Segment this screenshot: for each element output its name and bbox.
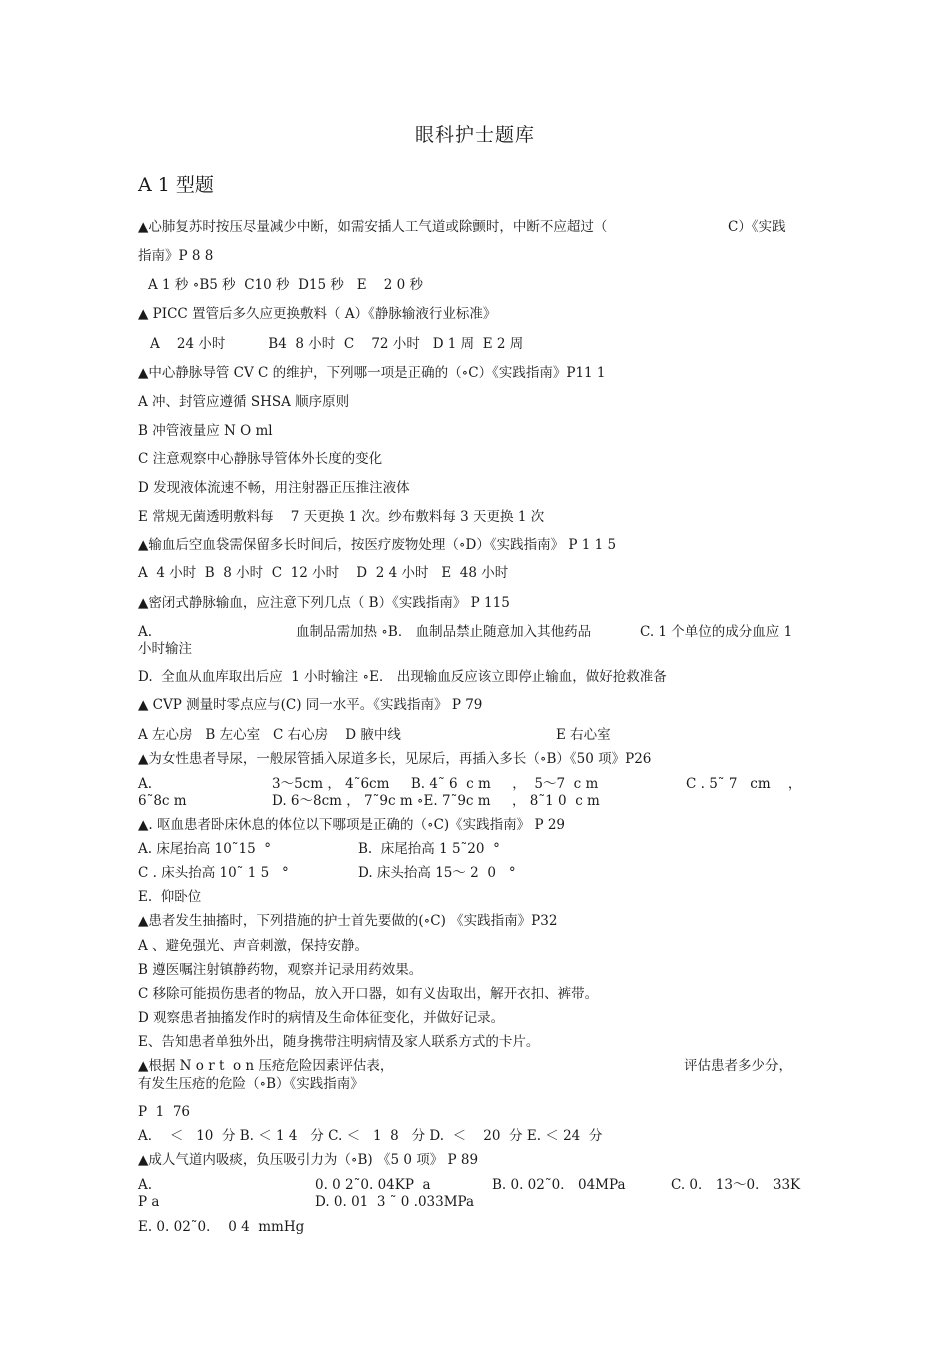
question-stem: ▲根据 N o r t o n 压疮危险因素评估表， — [138, 1058, 394, 1074]
option-c-cont: P a — [138, 1194, 160, 1210]
option-e: E 右心室 — [556, 727, 611, 743]
question-options: A 24 小时 B4 8 小时 C 72 小时 D 1 周 E 2 周 — [150, 336, 524, 352]
question-stem-cont: 有发生压疮的危险（∘B）《实践指南》 — [138, 1076, 364, 1092]
option-ab: 血制品需加热 ∘B． 血制品禁止随意加入其他药品 — [296, 624, 592, 640]
option-a: A. — [138, 776, 153, 792]
option-d: D 发现液体流速不畅，用注射器正压推注液体 — [138, 480, 410, 496]
option-e: E. 0. 02˜0． 0 4 mmHg — [138, 1219, 305, 1235]
option-c: C. 0． 13～0． 33K — [671, 1177, 801, 1193]
option-c-cont: 小时输注 — [138, 641, 192, 657]
question-stem: ▲患者发生抽搐时，下列措施的护士首先要做的(∘C) 《实践指南》P32 — [138, 913, 558, 929]
option-c: C . 床头抬高 10˜ 1 5 ° — [138, 865, 289, 881]
option-a: A. — [138, 1177, 153, 1193]
option-a: A. 床尾抬高 10˜15 ° — [138, 841, 272, 857]
option-ab: 3～5cm ， 4˜6cm B. 4˜ 6 c m ， 5～7 c m — [272, 776, 599, 792]
option-de: D. 6～8cm ， 7˜9c m ∘E. 7˜9c m ， 8˜1 0 c m — [272, 793, 600, 809]
option-c: C . 5˜ 7 cm ， — [686, 776, 802, 792]
option-a: A 冲、封管应遵循 SHSA 顺序原则 — [138, 394, 350, 410]
option-c: C 注意观察中心静脉导管体外长度的变化 — [138, 451, 383, 467]
section-heading: A 1 型题 — [138, 174, 214, 196]
question-options: A． ＜ 10 分 B. ＜ 1 4 分 C. ＜ 1 8 分 D. ＜ 20 分 E. ＜ 24 分 — [138, 1128, 603, 1144]
option-b: B 冲管液量应 N O ml — [138, 423, 273, 439]
question-options: A 1 秒 ∘B5 秒 C10 秒 D15 秒 E 2 0 秒 — [148, 277, 424, 293]
option-a: A 、避免强光、声音刺激，保持安静。 — [138, 938, 369, 954]
question-answer: C）《实践 — [728, 219, 786, 235]
question-options: A 4 小时 B 8 小时 C 12 小时 D 2 4 小时 E 48 小时 — [138, 565, 509, 581]
question-stem: ▲. 呕血患者卧床休息的体位以下哪项是正确的（∘C)《实践指南》 P 29 — [138, 817, 566, 833]
option-e: E、告知患者单独外出，随身携带注明病情及家人联系方式的卡片。 — [138, 1034, 540, 1050]
question-stem: ▲心肺复苏时按压尽量减少中断，如需安插人工气道或除颤时，中断不应超过（ — [138, 219, 608, 235]
option-a-value: 0. 0 2˜0. 04KP a — [315, 1177, 431, 1193]
question-stem-cont: 评估患者多少分， — [684, 1058, 792, 1074]
question-options: A 左心房 B 左心室 C 右心房 D 腋中线 — [138, 727, 401, 743]
option-e: E 常规无菌透明敷料每 7 天更换 1 次。纱布敷料每 3 天更换 1 次 — [138, 509, 545, 525]
option-d: D. 床头抬高 15～ 2 0 ° — [358, 865, 516, 881]
question-stem: ▲ CVP 测量时零点应与(C) 同一水平。《实践指南》 P 79 — [138, 697, 483, 713]
option-b: B. 床尾抬高 1 5˜20 ° — [358, 841, 500, 857]
question-stem-cont: 指南》P 8 8 — [138, 248, 214, 264]
page-title: 眼科护士题库 — [414, 124, 535, 146]
question-stem: ▲密闭式静脉输血，应注意下列几点（ B）《实践指南》 P 115 — [138, 595, 510, 611]
option-b: B 遵医嘱注射镇静药物，观察并记录用药效果。 — [138, 962, 423, 978]
question-stem: ▲为女性患者导尿，一般尿管插入尿道多长，见尿后，再插入多长（∘B）《50 项》P26 — [138, 751, 652, 767]
option-a: A. — [138, 624, 153, 640]
option-c: C. 1 个单位的成分血应 1 — [640, 624, 793, 640]
option-d: D. 0. 01 3 ˜ 0 .033MPa — [315, 1194, 475, 1210]
question-stem: ▲ PICC 置管后多久应更换敷料（ A）《静脉输液行业标准》 — [138, 306, 497, 322]
option-d: D 观察患者抽搐发作时的病情及生命体征变化，并做好记录。 — [138, 1010, 505, 1026]
option-de: D. 全血从血库取出后应 1 小时输注 ∘E． 出现输血反应该立即停止输血，做好抢救准备 — [138, 669, 667, 685]
option-b: B. 0. 02˜0． 04MPa — [492, 1177, 626, 1193]
option-e: E. 仰卧位 — [138, 889, 202, 905]
question-stem: ▲成人气道内吸痰，负压吸引力为（∘B) 《5 0 项》 P 89 — [138, 1152, 479, 1168]
question-stem: ▲中心静脉导管 CV C 的维护，下列哪一项是正确的（∘C）《实践指南》P11 1 — [138, 365, 606, 381]
option-c-cont: 6˜8c m — [138, 793, 187, 809]
question-stem: ▲输血后空血袋需保留多长时间后，按医疗废物处理（∘D）《实践指南》 P 1 1 5 — [138, 537, 617, 553]
option-c: C 移除可能损伤患者的物品，放入开口器，如有义齿取出，解开衣扣、裤带。 — [138, 986, 599, 1002]
page-ref: P 1 76 — [138, 1104, 191, 1120]
